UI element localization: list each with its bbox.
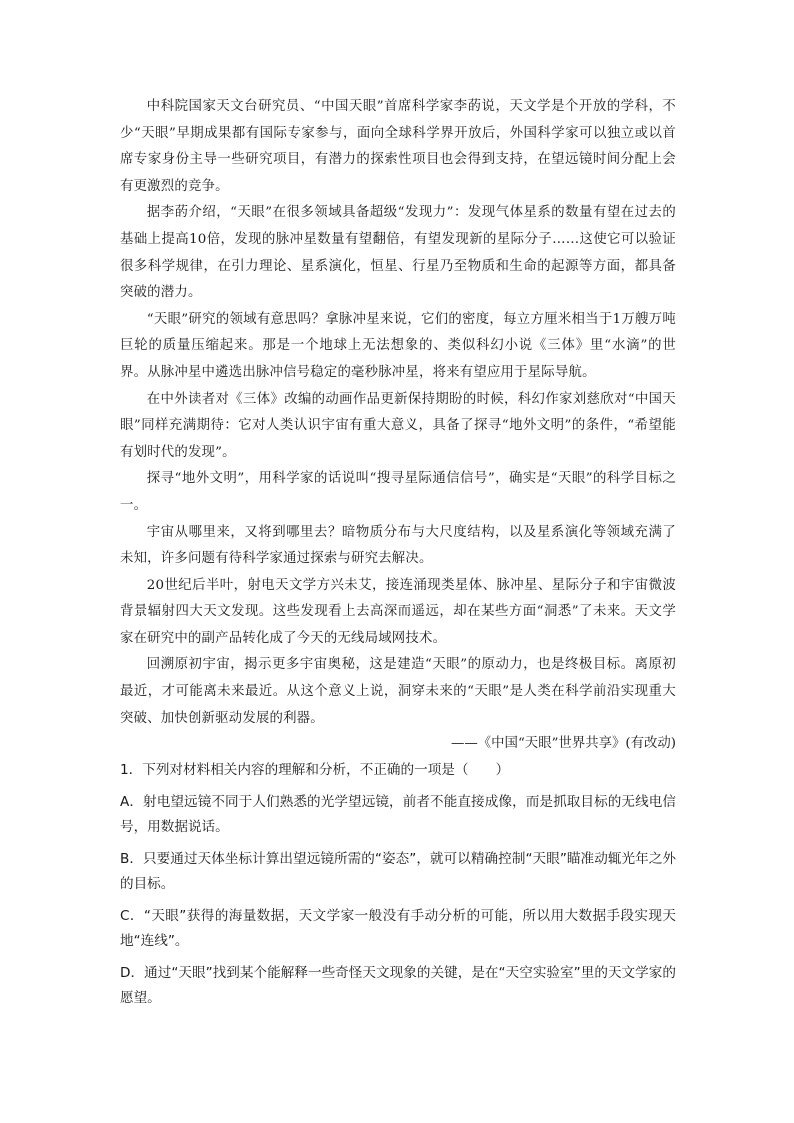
passage-paragraph-5: 探寻“地外文明”，用科学家的话说叫“搜寻星际通信信号”，确实是“天眼”的科学目标之一。	[120, 471, 676, 513]
passage-paragraph-7: 20世纪后半叶，射电天文学方兴未艾，接连涌现类星体、脉冲星、星际分子和宇宙微波背景辐射四大天文发现。这些发现看上去高深而遥远，却在某些方面“洞悉”了未来。天文学家在研究中的副产品转化成了今天的无线局域网技术。	[120, 577, 676, 646]
passage-paragraph-2: 据李菂介绍，“天眼”在很多领域具备超级“发现力”：发现气体星系的数量有望在过去的基础上提高10倍，发现的脉冲星数量有望翻倍，有望发现新的星际分子……这使它可以验证很多科学规律，在引力理论、星系演化，恒星、行星乃至物质和生命的起源等方面，都具备突破的潜力。	[120, 205, 676, 301]
document-page	[120, 94, 676, 1018]
question-1	[120, 758, 676, 1010]
passage-paragraph-8: 回溯原初宇宙，揭示更多宇宙奥秘，这是建造“天眼”的原动力，也是终极目标。离原初最近，才可能离未来最近。从这个意义上说，洞穿未来的“天眼”是人类在科学前沿实现重大突破、加快创新驱动发展的利器。	[120, 657, 676, 726]
passage-paragraph-6: 宇宙从哪里来，又将到哪里去？暗物质分布与大尺度结构，以及星系演化等领域充满了未知，许多问题有待科学家通过探索与研究去解决。	[120, 524, 676, 567]
passage-paragraph-3: “天眼”研究的领域有意思吗？拿脉冲星来说，它们的密度，每立方厘米相当于1万艘万吨巨轮的质量压缩起来。那是一个地球上无法想象的、类似科幻小说《三体》里“水滴”的世界。从脉冲星中遴选出脉冲信号稳定的毫秒脉冲星，将来有望应用于星际导航。	[120, 311, 676, 380]
question-stem: 1．下列对材料相关内容的理解和分析，不正确的一项是（ ）	[120, 762, 510, 779]
option-a[interactable]: A．射电望远镜不同于人们熟悉的光学望远镜，前者不能直接成像，而是抓取目标的无线电信号，用数据说话。	[120, 794, 676, 835]
reading-passage	[120, 94, 676, 732]
passage-source: ——《中国“天眼”世界共享》(有改动)	[451, 736, 676, 752]
answer-options	[120, 790, 676, 1010]
passage-paragraph-4: 在中外读者对《三体》改编的动画作品更新保持期盼的时候，科幻作家刘慈欣对“中国天眼”同样充满期待：它对人类认识宇宙有重大意义，具备了探寻“地外文明”的条件，“希望能有划时代的发现”。	[120, 391, 676, 460]
option-d[interactable]: D．通过“天眼”找到某个能解释一些奇怪天文现象的关键，是在“天空实验室”里的天文学家的愿望。	[120, 965, 676, 1006]
option-b[interactable]: B．只要通过天体坐标计算出望远镜所需的“姿态”，就可以精确控制“天眼”瞄准动辄光年之外的目标。	[120, 851, 676, 892]
option-c[interactable]: C．“天眼”获得的海量数据，天文学家一般没有手动分析的可能，所以用大数据手段实现天地“连线”。	[120, 908, 676, 949]
passage-paragraph-1: 中科院国家天文台研究员、“中国天眼”首席科学家李菂说，天文学是个开放的学科，不少“天眼”早期成果都有国际专家参与，面向全球科学界开放后，外国科学家可以独立或以首席专家身份主导一些研究项目，有潜力的探索性项目也会得到支持，在望远镜时间分配上会有更激烈的竞争。	[120, 99, 676, 194]
